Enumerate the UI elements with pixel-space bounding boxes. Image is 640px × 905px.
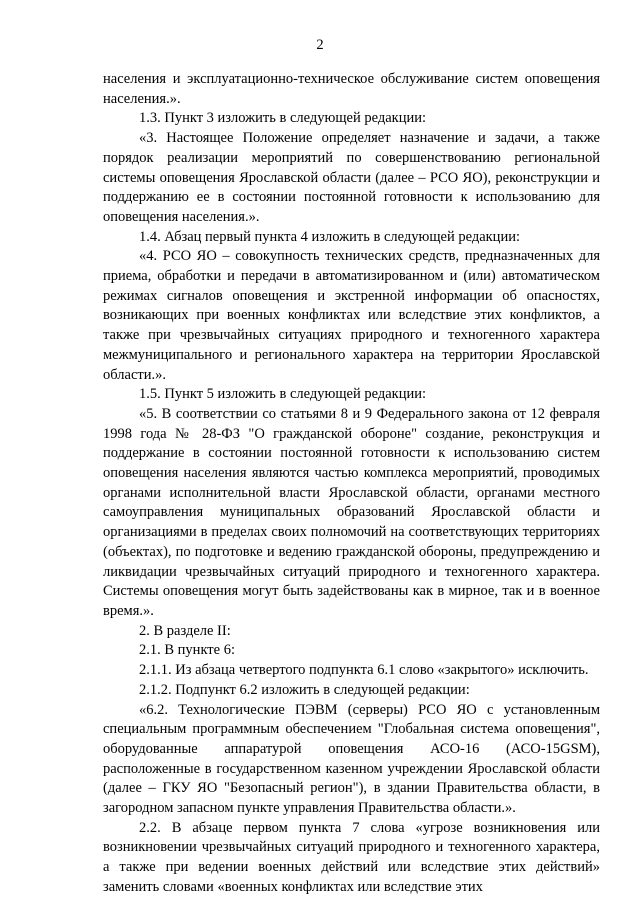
paragraph: 1.4. Абзац первый пункта 4 изложить в следующей редакции: (139, 228, 520, 245)
paragraph: 2.2. В абзаце первом пункта 7 слова «угрозе возникновения или возникновении чрезвычайных ситуаций природного и техногенного характера, а также при ведении военных действий или вследствие этих действий» заменить словами «военных конфликтах или вследствие этих (103, 819, 600, 895)
paragraph: «5. В соответствии со статьями 8 и 9 Федерального закона от 12 февраля 1998 года № 28-ФЗ "О гражданской обороне" создание, реконструкция и поддержание в состоянии постоянной готовности к использованию систем оповещения населения являются частью комплекса мероприятий, проводимых органами исполнительной власти Ярославской области, органами местного самоуправления муниципальных образований Ярославской области и организациями в пределах своих полномочий на соответствующих территориях (объектах), по подготовке и ведению гражданской обороны, предупреждению и ликвидации чрезвычайных ситуаций природного и техногенного характера. Системы оповещения могут быть задействованы как в мирное, так и в военное время.». (103, 405, 600, 619)
paragraph: 2.1. В пункте 6: (139, 642, 235, 659)
page-number: 2 (316, 37, 324, 53)
paragraph: 2.1.1. Из абзаца четвертого подпункта 6.1 слово «закрытого» исключить. (139, 662, 589, 679)
paragraph: «3. Настоящее Положение определяет назначение и задачи, а также порядок реализации мероприятий по совершенствованию региональной системы оповещения Ярославской области (далее – РСО ЯО), реконструкции и поддержанию ее в состоянии постоянной готовности к использованию для оповещения населения.». (103, 130, 600, 225)
paragraph: 2. В разделе II: (139, 622, 231, 639)
paragraph: «6.2. Технологические ПЭВМ (серверы) РСО ЯО с установленным специальным программным обеспечением "Глобальная система оповещения", оборудованные аппаратурой оповещения АСО-16 (АСО-15GSM), расположенные в государственном казенном учреждении Ярославской области (далее – ГКУ ЯО "Безопасный регион"), в здании Правительства области, в загородном запасном пункте управления Правительства области.». (103, 701, 600, 817)
paragraph: «4. РСО ЯО – совокупность технических средств, предназначенных для приема, обработки и передачи в автоматизированном и (или) автоматическом режимах сигналов оповещения и экстренной информации об опасностях, возникающих при военных конфликтах или вследствие этих конфликтов, а также при чрезвычайных ситуациях природного и техногенного характера межмуниципального и регионального характера на территории Ярославской области.». (103, 248, 600, 383)
document-body (103, 70, 600, 898)
paragraph: 2.1.2. Подпункт 6.2 изложить в следующей редакции: (139, 681, 470, 698)
paragraph: населения и эксплуатационно-техническое обслуживание систем оповещения населения.». (103, 71, 600, 107)
paragraph: 1.5. Пункт 5 изложить в следующей редакции: (139, 386, 427, 403)
paragraph: 1.3. Пункт 3 изложить в следующей редакции: (139, 110, 427, 127)
